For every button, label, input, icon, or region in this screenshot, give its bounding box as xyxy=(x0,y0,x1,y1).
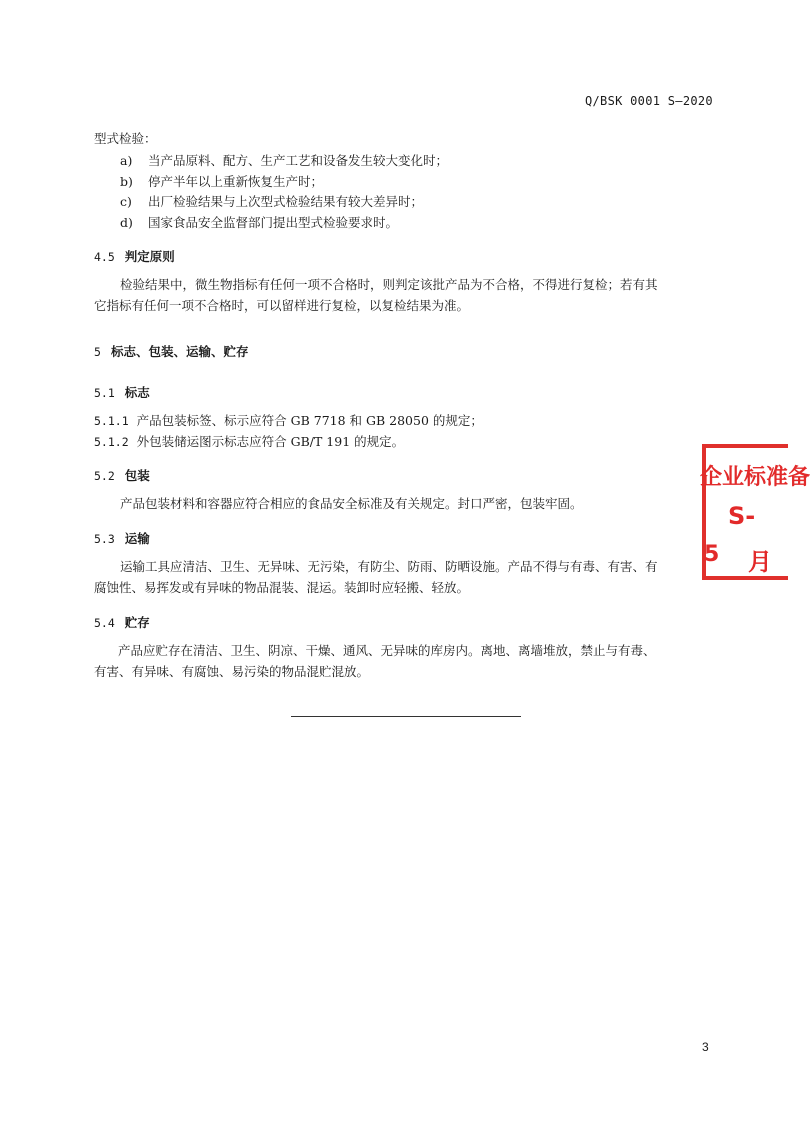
section-title: 判定原则 xyxy=(124,249,175,264)
type-inspection-intro: 型式检验： xyxy=(94,131,157,146)
clause-number: 5.1.2 xyxy=(94,435,129,449)
stamp-line-3a: 5 xyxy=(704,542,720,567)
list-item-label: c) xyxy=(120,194,132,209)
section-heading-5-1 xyxy=(94,383,150,401)
section-number: 5.3 xyxy=(94,532,115,546)
section-heading-4-5 xyxy=(94,247,175,265)
list-item-text: 当产品原料、配方、生产工艺和设备发生较大变化时； xyxy=(148,153,449,168)
section-number: 5.2 xyxy=(94,469,115,483)
list-item-label: a) xyxy=(120,153,133,168)
end-rule xyxy=(291,716,521,717)
paragraph-line: 它指标有任何一项不合格时，可以留样进行复检，以复检结果为准。 xyxy=(94,298,470,313)
clause-5-1-1 xyxy=(94,412,483,430)
list-item xyxy=(120,152,448,170)
list-item xyxy=(120,173,323,191)
section-number: 5.1 xyxy=(94,386,115,400)
clause-text: 外包装储运图示标志应符合 GB/T 191 的规定。 xyxy=(136,434,405,449)
section-heading-5-2 xyxy=(94,466,150,484)
paragraph-line: 运输工具应清洁、卫生、无异味、无污染，有防尘、防雨、防晒设施。产品不得与有毒、有害、有 xyxy=(120,559,658,574)
paragraph-line: 产品包装材料和容器应符合相应的食品安全标准及有关规定。封口严密，包装牢固。 xyxy=(120,496,583,511)
section-heading-5-3 xyxy=(94,529,150,547)
section-title: 包装 xyxy=(124,468,150,483)
section-title: 运输 xyxy=(124,531,150,546)
section-title: 标志 xyxy=(124,385,150,400)
clause-text: 产品包装标签、标示应符合 GB 7718 和 GB 28050 的规定； xyxy=(136,413,483,428)
document-code: Q/BSK 0001 S—2020 xyxy=(585,94,713,108)
section-title: 贮存 xyxy=(124,615,150,630)
paragraph-line: 产品应贮存在清洁、卫生、阴凉、干燥、通风、无异味的库房内。离地、离墙堆放，禁止与有毒、 xyxy=(118,643,656,658)
list-item xyxy=(120,214,398,232)
stamp-line-2: S- xyxy=(728,502,756,530)
list-item-text: 国家食品安全监督部门提出型式检验要求时。 xyxy=(148,215,399,230)
section-title: 标志、包装、运输、贮存 xyxy=(110,344,249,359)
list-item-label: b) xyxy=(120,174,133,189)
list-item xyxy=(120,193,423,211)
paragraph-line: 检验结果中，微生物指标有任何一项不合格时，则判定该批产品为不合格，不得进行复检；若有其 xyxy=(120,277,658,292)
stamp-line-1: 企业标准备 xyxy=(700,465,810,490)
list-item-label: d) xyxy=(120,215,133,230)
section-number: 4.5 xyxy=(94,250,115,264)
clause-number: 5.1.1 xyxy=(94,414,129,428)
stamp-line-3b: 月 xyxy=(748,548,772,576)
section-number: 5.4 xyxy=(94,616,115,630)
paragraph-line: 有害、有异味、有腐蚀、易污染的物品混贮混放。 xyxy=(94,664,370,679)
page-number: 3 xyxy=(702,1040,709,1054)
list-item-text: 出厂检验结果与上次型式检验结果有较大差异时； xyxy=(148,194,424,209)
registration-stamp xyxy=(700,444,810,580)
section-heading-5-4 xyxy=(94,613,150,631)
paragraph-line: 腐蚀性、易挥发或有异味的物品混装、混运。装卸时应轻搬、轻放。 xyxy=(94,580,470,595)
section-number: 5 xyxy=(94,345,101,359)
clause-5-1-2 xyxy=(94,433,404,451)
section-heading-5 xyxy=(94,342,248,360)
list-item-text: 停产半年以上重新恢复生产时； xyxy=(148,174,324,189)
